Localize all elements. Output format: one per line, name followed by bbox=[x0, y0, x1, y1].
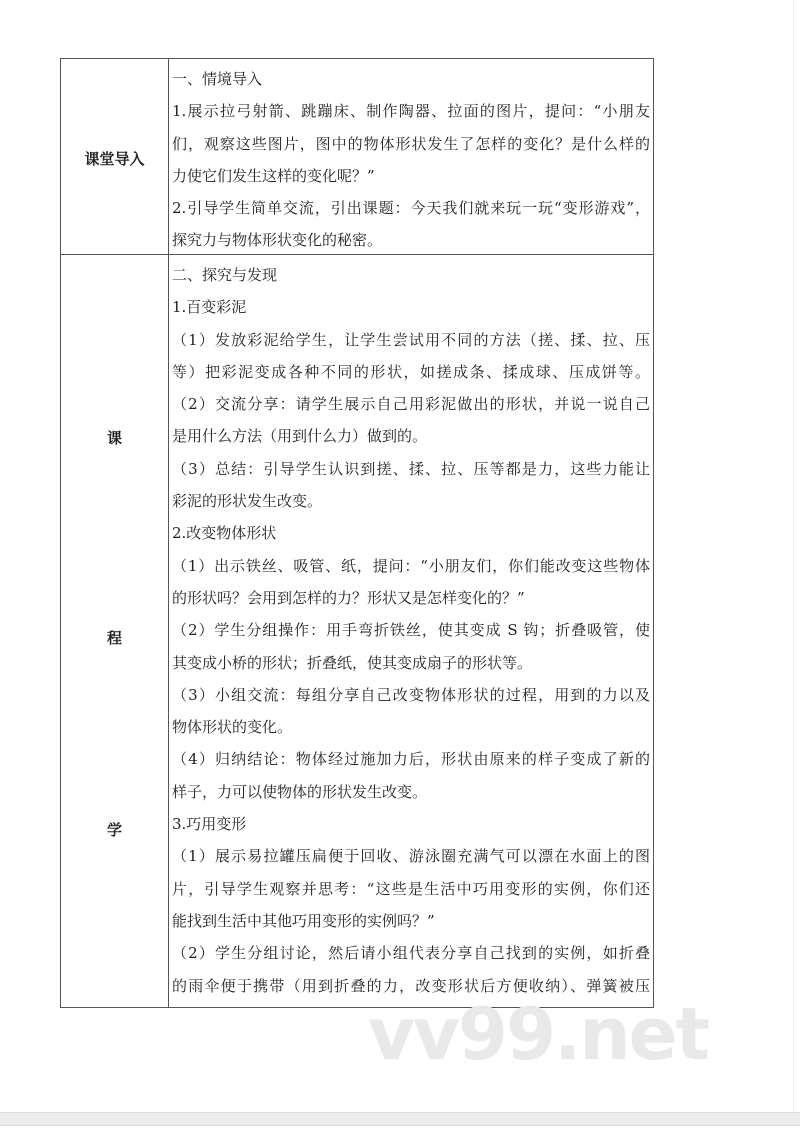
page-edge bbox=[793, 0, 800, 1112]
row-label: 课堂导入 bbox=[84, 150, 145, 168]
text-line: 探究力与物体形状变化的秘密。 bbox=[172, 231, 383, 250]
text-line: 们，观察这些图片，图中的物体形状发生了怎样的变化？是什么样的 bbox=[172, 134, 650, 153]
text-line: 3.巧用变形 bbox=[172, 815, 247, 834]
text-line: 2.改变物体形状 bbox=[172, 524, 277, 543]
text-line: （4）归纳结论：物体经过施加力后，形状由原来的样子变成了新的 bbox=[172, 750, 650, 769]
row-label-cell bbox=[61, 59, 169, 254]
watermark: vv99.net bbox=[368, 992, 708, 1076]
text-line: 一、情境导入 bbox=[172, 70, 263, 88]
text-line: 是用什么方法（用到什么力）做到的。 bbox=[172, 427, 428, 446]
text-line: （2）学生分组讨论，然后请小组代表分享自己找到的实例，如折叠 bbox=[172, 944, 650, 963]
row-content bbox=[169, 255, 653, 1007]
text-line: 能找到生活中其他巧用变形的实例吗？” bbox=[172, 911, 435, 930]
text-line: 2.引导学生简单交流，引出课题：今天我们就来玩一玩“变形游戏”， bbox=[172, 199, 650, 218]
text-line: （1）发放彩泥给学生，让学生尝试用不同的方法（搓、揉、拉、压 bbox=[172, 330, 650, 349]
text-line: 的形状吗？会用到怎样的力？形状又是怎样变化的？” bbox=[172, 588, 525, 607]
row-label-char: 课 bbox=[106, 429, 122, 447]
row-label-char: 程 bbox=[106, 629, 122, 647]
text-line: 等）把彩泥变成各种不同的形状，如搓成条、揉成球、压成饼等。 bbox=[172, 362, 650, 381]
table-row-process bbox=[61, 255, 653, 1007]
page-separator bbox=[0, 1112, 800, 1126]
text-line: （1）展示易拉罐压扁便于回收、游泳圈充满气可以漂在水面上的图 bbox=[172, 847, 650, 866]
text-line: 力使它们发生这样的变化呢？” bbox=[172, 166, 375, 185]
text-line: （2）交流分享：请学生展示自己用彩泥做出的形状，并说一说自己 bbox=[172, 395, 650, 414]
text-line: 彩泥的形状发生改变。 bbox=[172, 492, 323, 511]
text-line: （3）小组交流：每组分享自己改变物体形状的过程，用到的力以及 bbox=[172, 685, 650, 704]
text-line: 1.展示拉弓射箭、跳蹦床、制作陶器、拉面的图片，提问：“小朋友 bbox=[172, 102, 650, 121]
text-line: 其变成小桥的形状；折叠纸，使其变成扇子的形状等。 bbox=[172, 653, 533, 672]
text-line: 1.百变彩泥 bbox=[172, 298, 247, 317]
text-line: 物体形状的变化。 bbox=[172, 718, 293, 737]
lesson-plan-table bbox=[60, 58, 654, 1008]
row-label-cell bbox=[61, 255, 169, 1007]
row-content bbox=[169, 59, 653, 254]
row-label-char: 学 bbox=[106, 821, 122, 839]
text-line: （2）学生分组操作：用手弯折铁丝，使其变成 S 钩；折叠吸管，使 bbox=[172, 621, 650, 640]
text-line: 二、探究与发现 bbox=[172, 266, 278, 284]
text-line: 样子，力可以使物体的形状发生改变。 bbox=[172, 782, 428, 801]
text-line: 的雨伞便于携带（用到折叠的力，改变形状后方便收纳）、弹簧被压 bbox=[172, 976, 650, 995]
text-line: （1）出示铁丝、吸管、纸，提问：“小朋友们，你们能改变这些物体 bbox=[172, 556, 650, 575]
text-line: 片，引导学生观察并思考：“这些是生活中巧用变形的实例，你们还 bbox=[172, 879, 650, 898]
table-row-intro bbox=[61, 59, 653, 255]
text-line: （3）总结：引导学生认识到搓、揉、拉、压等都是力，这些力能让 bbox=[172, 459, 650, 478]
